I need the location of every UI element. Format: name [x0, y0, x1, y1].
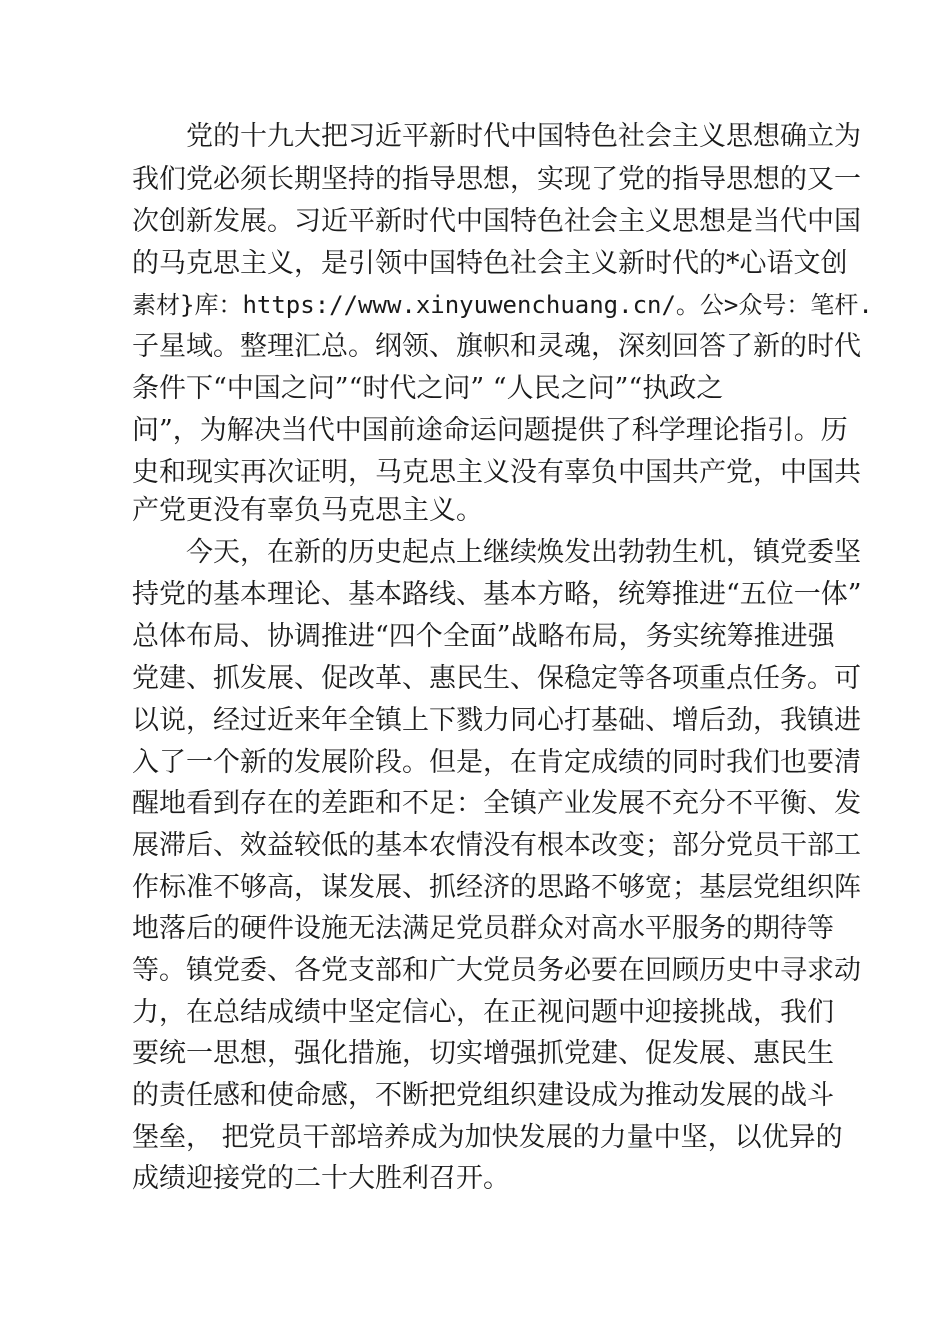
paragraph-2-line-5: 以说，经过近来年全镇上下戮力同心打基础、增后劲，我镇进 — [132, 705, 861, 736]
paragraph-1-line-8: 问”，为解决当代中国前途命运问题提供了科学理论指引。历 — [132, 415, 848, 446]
paragraph-1-line-6: 子星域。整理汇总。纲领、旗帜和灵魂，深刻回答了新的时代 — [132, 331, 861, 362]
paragraph-1-line-3: 次创新发展。习近平新时代中国特色社会主义思想是当代中国 — [132, 206, 861, 237]
paragraph-2-line-15: 堡垒， 把党员干部培养成为加快发展的力量中坚，以优异的 — [132, 1122, 843, 1153]
paragraph-1-line-4: 的马克思主义，是引领中国特色社会主义新时代的*心语文创 — [132, 248, 848, 279]
paragraph-2-line-8: 展滞后、效益较低的基本农情没有根本改变；部分党员干部工 — [132, 830, 861, 861]
paragraph-2-line-3: 总体布局、协调推进“四个全面”战略布局，务实统筹推进强 — [132, 621, 835, 652]
paragraph-2-line-16: 成绩迎接党的二十大胜利召开。 — [132, 1163, 510, 1194]
paragraph-1-line-1: 党的十九大把习近平新时代中国特色社会主义思想确立为 — [186, 121, 861, 152]
paragraph-2-line-11: 等。镇党委、各党支部和广大党员务必要在回顾历史中寻求动 — [132, 955, 861, 986]
paragraph-2-line-1: 今天，在新的历史起点上继续焕发出勃勃生机，镇党委坚 — [186, 537, 861, 568]
paragraph-1-line-2: 我们党必须长期坚持的指导思想，实现了党的指导思想的又一 — [132, 164, 861, 195]
paragraph-2-line-4: 党建、抓发展、促改革、惠民生、保稳定等各项重点任务。可 — [132, 663, 861, 694]
paragraph-2-line-7: 醒地看到存在的差距和不足：全镇产业发展不充分不平衡、发 — [132, 788, 861, 819]
paragraph-2-line-14: 的责任感和使命感，不断把党组织建设成为推动发展的战斗 — [132, 1080, 834, 1111]
paragraph-1-line-10: 产党更没有辜负马克思主义。 — [132, 495, 483, 526]
paragraph-1-line-5: 素材}库：https://www.xinyuwenchuang.cn/。公>众号：笔杆. — [132, 291, 873, 319]
paragraph-2-line-10: 地落后的硬件设施无法满足党员群众对高水平服务的期待等 — [132, 913, 834, 944]
paragraph-2-line-2: 持党的基本理论、基本路线、基本方略，统筹推进“五位一体” — [132, 579, 862, 610]
paragraph-1-line-9: 史和现实再次证明，马克思主义没有辜负中国共产党，中国共 — [132, 457, 861, 488]
paragraph-2-line-9: 作标准不够高，谋发展、抓经济的思路不够宽；基层党组织阵 — [132, 872, 861, 903]
paragraph-2-line-6: 入了一个新的发展阶段。但是，在肯定成绩的同时我们也要清 — [132, 747, 861, 778]
paragraph-2-line-13: 要统一思想，强化措施，切实增强抓党建、促发展、惠民生 — [132, 1038, 834, 1069]
paragraph-1-line-7: 条件下“中国之问”“时代之问” “人民之问”“执政之 — [132, 373, 724, 404]
paragraph-2-line-12: 力，在总结成绩中坚定信心，在正视问题中迎接挑战，我们 — [132, 997, 834, 1028]
